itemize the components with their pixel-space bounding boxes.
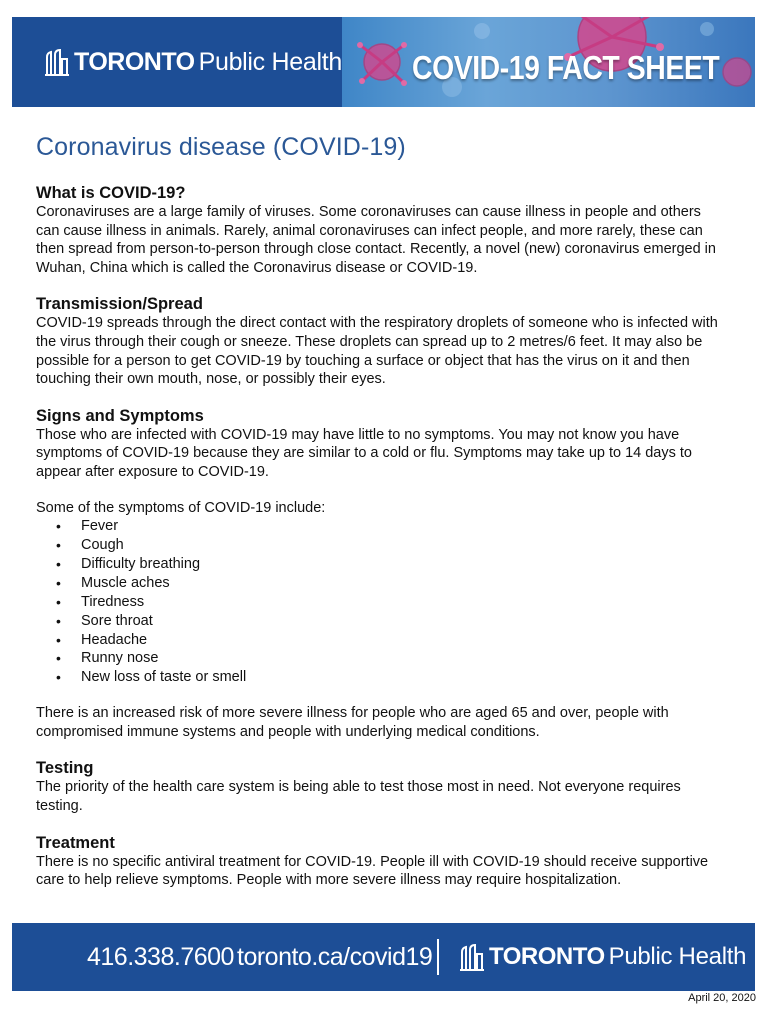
heading-symptoms: Signs and Symptoms — [36, 406, 204, 425]
bullet: • — [56, 518, 61, 535]
list-item — [56, 631, 746, 650]
text-line: can cause illness in animals. Rarely, animal coronaviruses can infect people, and more rarely, these can — [36, 222, 703, 239]
symptom-text: Headache — [81, 631, 148, 648]
text-line: then spread from person-to-person through close contact. Recently, a novel (new) coronavirus emerged in — [36, 241, 716, 258]
symptom-text: Tiredness — [81, 593, 145, 610]
bullet: • — [56, 650, 61, 667]
footer-brand-bold: TORONTO — [489, 943, 605, 970]
risk-paragraph — [36, 704, 746, 741]
header-logo — [12, 17, 342, 107]
page-title: Coronavirus disease (COVID-19) — [36, 133, 406, 161]
text-line: There is an increased risk of more severe illness for people who are aged 65 and over, people with — [36, 705, 669, 722]
text-line: testing. — [36, 798, 83, 815]
symptoms-list-intro: Some of the symptoms of COVID-19 include: — [36, 499, 326, 516]
bullet: • — [56, 669, 61, 686]
symptom-text: Sore throat — [81, 612, 153, 629]
transmission-paragraph — [36, 314, 746, 388]
text-line: the virus through their cough or sneeze. These droplets can spread up to 2 metres/6 feet. It may also be — [36, 333, 703, 350]
footer-brand-light: Public Health — [608, 943, 747, 970]
heading-what-is: What is COVID-19? — [36, 184, 186, 202]
heading-treatment: Treatment — [36, 833, 115, 852]
fact-sheet-title: COVID-19 FACT SHEET — [411, 49, 719, 86]
text-line: symptoms of COVID-19 because they are similar to a cold or flu. Symptoms may take up to 14 days to — [36, 445, 692, 462]
heading-transmission: Transmission/Spread — [36, 295, 203, 314]
list-item — [56, 649, 746, 668]
symptom-text: Muscle aches — [81, 574, 170, 591]
text-line: appear after exposure to COVID-19. — [36, 463, 269, 480]
city-hall-logo-icon — [459, 942, 485, 972]
symptom-text: New loss of taste or smell — [81, 669, 247, 686]
list-item — [56, 536, 746, 555]
footer-banner — [12, 923, 755, 991]
list-item — [56, 555, 746, 574]
list-item — [56, 593, 746, 612]
text-line: Coronaviruses are a large family of viruses. Some coronaviruses can cause illness in people and others — [36, 204, 701, 220]
bullet: • — [56, 574, 61, 591]
main-content — [36, 133, 746, 890]
text-line: possible for a person to get COVID-19 by touching a surface or object that has the virus on it and then — [36, 352, 690, 369]
footer-phone[interactable]: 416.338.7600 — [87, 942, 234, 971]
text-line: There is no specific antiviral treatment for COVID-19. People ill with COVID-19 should receive supportive — [36, 853, 709, 870]
list-item — [56, 668, 746, 687]
header-banner — [12, 17, 755, 107]
text-line: The priority of the health care system is being able to test those most in need. Not everyone requires — [36, 779, 681, 796]
bullet: • — [56, 593, 61, 610]
symptom-text: Fever — [81, 518, 119, 535]
text-line: Those who are infected with COVID-19 may have little to no symptoms. You may not know you have — [36, 426, 680, 443]
city-hall-logo-icon — [44, 47, 70, 77]
footer-logo — [459, 942, 746, 972]
symptoms-list — [36, 517, 746, 687]
footer-url-link[interactable]: toronto.ca/covid19 — [237, 942, 433, 971]
symptom-text: Difficulty breathing — [81, 555, 201, 572]
text-line: compromised immune systems and people with underlying medical conditions. — [36, 723, 540, 740]
publication-date: April 20, 2020 — [688, 992, 756, 1004]
heading-testing: Testing — [36, 759, 94, 778]
treatment-paragraph — [36, 853, 746, 890]
symptoms-paragraph — [36, 426, 746, 482]
list-item — [56, 574, 746, 593]
bullet: • — [56, 537, 61, 554]
bullet: • — [56, 631, 61, 648]
list-item — [56, 612, 746, 631]
text-line: Wuhan, China which is called the Coronavirus disease or COVID-19. — [36, 259, 478, 276]
what-is-paragraph — [36, 203, 746, 277]
bullet: • — [56, 555, 61, 572]
testing-paragraph — [36, 778, 746, 815]
footer-divider — [437, 939, 439, 975]
fact-sheet-banner — [342, 17, 755, 107]
brand-name-light: Public Health — [198, 47, 342, 76]
symptom-text: Runny nose — [81, 650, 159, 667]
symptom-text: Cough — [81, 537, 124, 554]
text-line: touching their own mouth, nose, or possibly their eyes. — [36, 371, 386, 388]
bullet: • — [56, 612, 61, 629]
text-line: care to help relieve symptoms. People with more severe illness may require hospitalization. — [36, 872, 622, 889]
brand-name-bold: TORONTO — [74, 47, 195, 76]
list-item — [56, 517, 746, 536]
text-line: COVID-19 spreads through the direct contact with the respiratory droplets of someone who is infected with — [36, 315, 718, 332]
